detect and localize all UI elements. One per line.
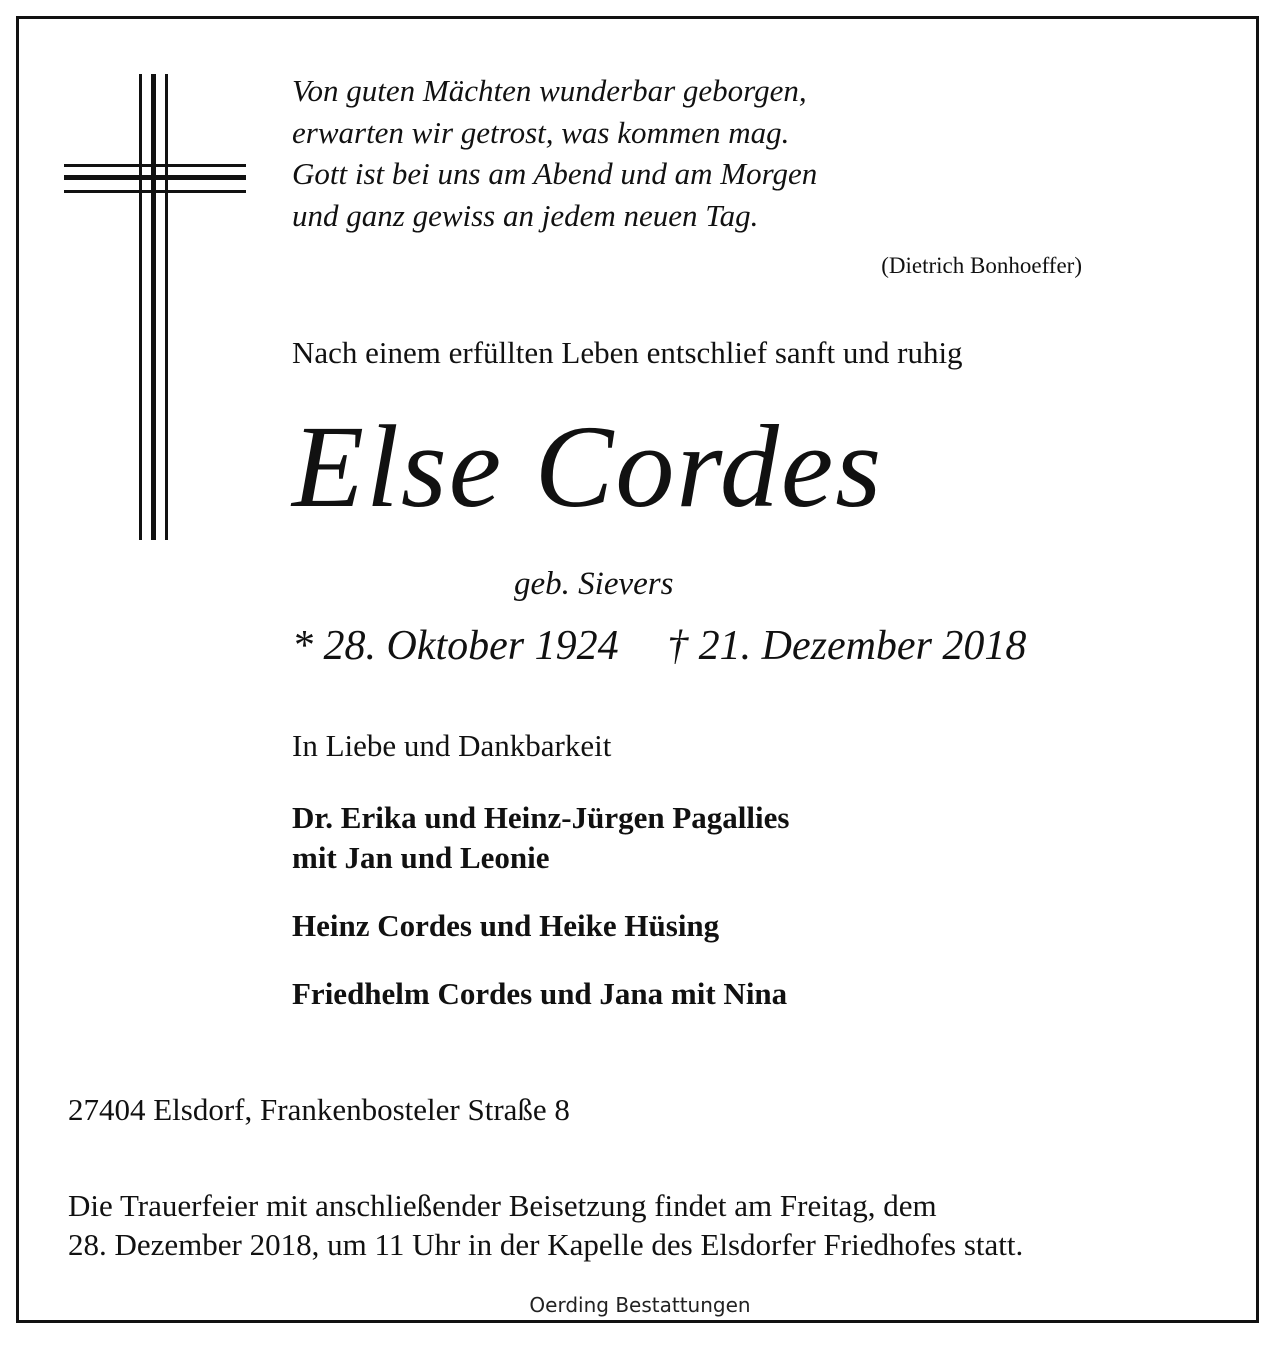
life-dates [292, 622, 1026, 670]
mourner-line: Heinz Cordes und Heike Hüsing [292, 908, 720, 943]
verse-line: und ganz gewiss an jedem neuen Tag. [292, 197, 759, 233]
mourner-line: Friedhelm Cordes und Jana mit Nina [292, 976, 788, 1011]
mourner-line: Dr. Erika und Heinz-Jürgen Pagallies [292, 800, 790, 835]
verse-line: erwarten wir getrost, was kommen mag. [292, 114, 790, 150]
funeral-line: Die Trauerfeier mit anschließender Beisetzung findet am Freitag, dem [68, 1188, 937, 1223]
birth-date: * 28. Oktober 1924 [292, 623, 619, 669]
deceased-name: Else Cordes [292, 401, 884, 532]
death-date: † 21. Dezember 2018 [667, 623, 1027, 669]
verse-line: Von guten Mächten wunderbar geborgen, [292, 73, 807, 108]
undertaker-credit: Oerding Bestattungen [529, 1293, 751, 1317]
cross-icon [64, 74, 246, 540]
closing-text: In Liebe und Dankbarkeit [292, 728, 612, 763]
funeral-info [68, 1186, 1023, 1264]
bonhoeffer-verse [292, 70, 817, 236]
address: 27404 Elsdorf, Frankenbosteler Straße 8 [68, 1092, 570, 1127]
mourner-line: mit Jan und Leonie [292, 840, 550, 875]
intro-text: Nach einem erfüllten Leben entschlief sanft und ruhig [292, 335, 963, 370]
funeral-line: 28. Dezember 2018, um 11 Uhr in der Kapelle des Elsdorfer Friedhofes statt. [68, 1227, 1024, 1262]
verse-attribution: (Dietrich Bonhoeffer) [881, 253, 1082, 278]
maiden-name: geb. Sievers [514, 566, 674, 602]
verse-line: Gott ist bei uns am Abend und am Morgen [292, 156, 818, 191]
mourners-list [292, 798, 789, 1014]
